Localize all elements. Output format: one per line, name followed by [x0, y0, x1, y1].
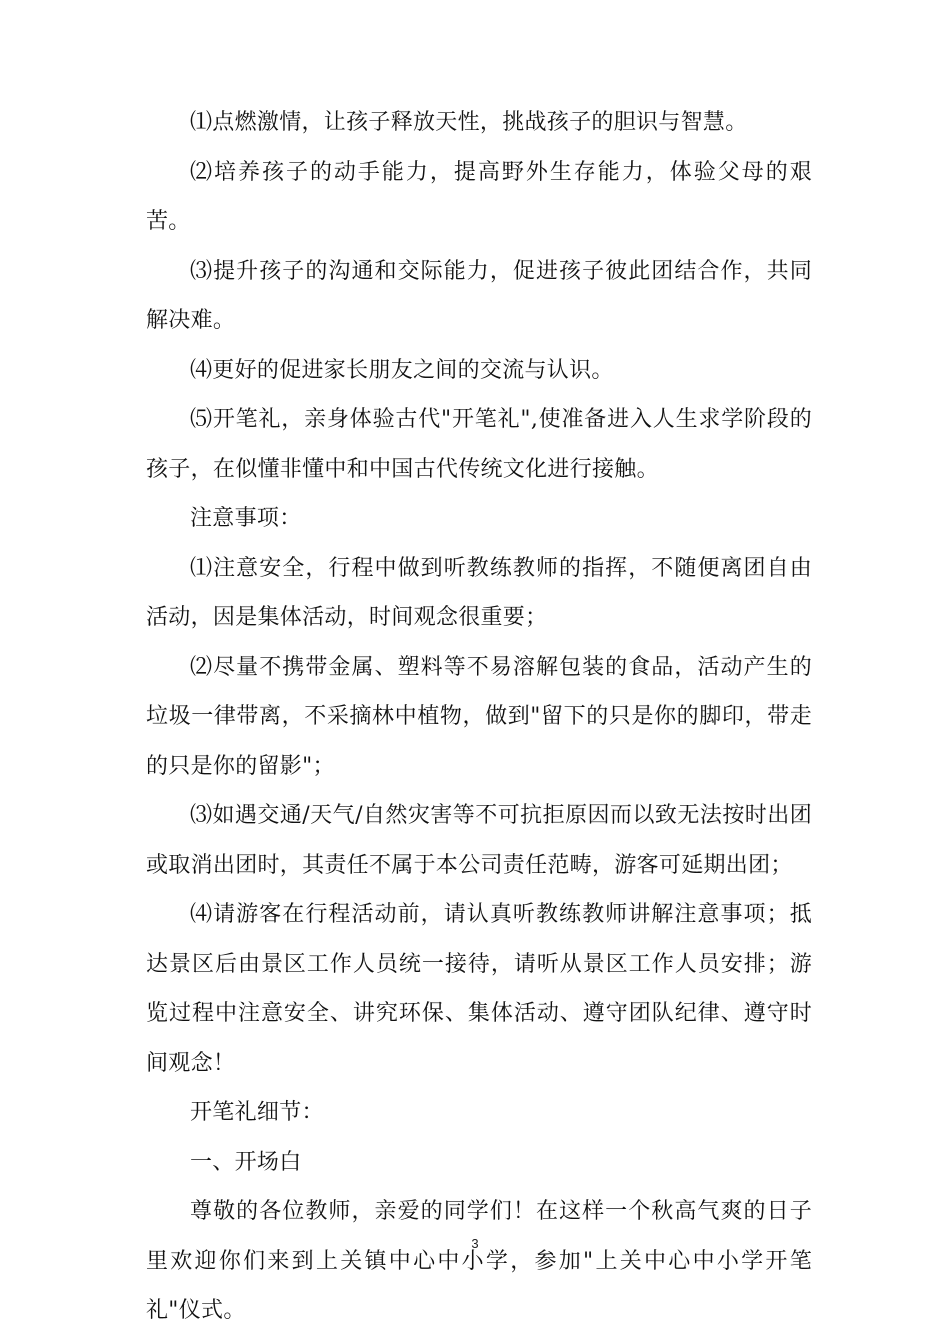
- paragraph-goal-1: ⑴点燃激情，让孩子释放天性，挑战孩子的胆识与智慧。: [190, 110, 748, 135]
- page-number: 3: [471, 1236, 479, 1251]
- subheading-opening: 一、开场白: [190, 1149, 302, 1175]
- document-body: [146, 98, 812, 1336]
- paragraph-goal-3: ⑶提升孩子的沟通和交际能力，促进孩子彼此团结合作，共同解决难。: [146, 258, 812, 333]
- paragraph-note-3: ⑶如遇交通/天气/自然灾害等不可抗拒原因而以致无法按时出团或取消出团时，其责任不属于本公司责任范畴，游客可延期出团；: [146, 803, 812, 878]
- paragraph-goal-4: ⑷更好的促进家长朋友之间的交流与认识。: [190, 357, 614, 383]
- paragraph-note-2: ⑵尽量不携带金属、塑料等不易溶解包装的食品，活动产生的垃圾一律带离，不采摘林中植物，做到"留下的只是你的脚印，带走的只是你的留影"；: [146, 654, 812, 779]
- paragraph-note-4: ⑷请游客在行程活动前，请认真听教练教师讲解注意事项；抵达景区后由景区工作人员统一接待，请听从景区工作人员安排；游览过程中注意安全、讲究环保、集体活动、遵守团队纪律、遵守时间观念！: [146, 902, 812, 1076]
- section-heading-notes: 注意事项：: [190, 506, 302, 531]
- paragraph-opening-speech: 尊敬的各位教师，亲爱的同学们！在这样一个秋高气爽的日子里欢迎你们来到上关镇中心中小学，参加"上关中心中小学开笔礼"仪式。: [146, 1199, 812, 1323]
- paragraph-goal-2: ⑵培养孩子的动手能力，提高野外生存能力，体验父母的艰苦。: [146, 159, 812, 234]
- paragraph-goal-5: ⑸开笔礼，亲身体验古代"开笔礼",使准备进入人生求学阶段的孩子，在似懂非懂中和中国古代传统文化进行接触。: [146, 407, 812, 482]
- paragraph-note-1: ⑴注意安全，行程中做到听教练教师的指挥，不随便离团自由活动，因是集体活动，时间观念很重要；: [146, 555, 812, 630]
- section-heading-ceremony: 开笔礼细节：: [190, 1100, 324, 1125]
